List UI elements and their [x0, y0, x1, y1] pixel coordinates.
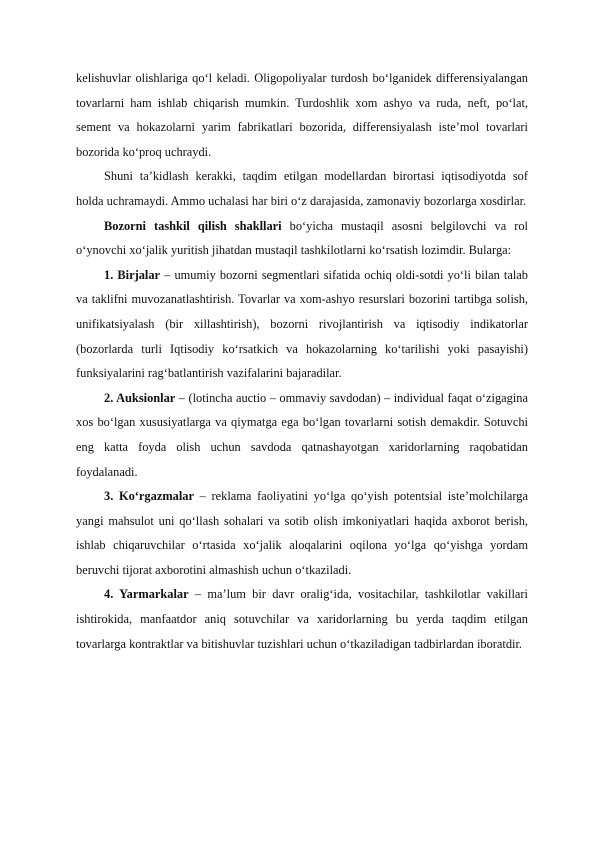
paragraph-1: kelishuvlar olishlariga qo‘l keladi. Oligopoliyalar turdosh bo‘lganidek differensiyalangan tovarlarni ham ishlab chiqarish mumkin. Turdoshlik xom ashyo va ruda, neft, po‘lat, sement va hokazolarni yarim fabrikatlari bozorida, differensiyalash iste’mol tovarlari bozorida ko‘proq uchraydi. [76, 71, 528, 159]
term-korgazmalar: 3. Ko‘rgazmalar [104, 489, 194, 504]
paragraph-3-text: bo‘yicha mustaqil asosni belgilovchi va rol o‘ynovchi xo‘jalik yuritish jihatdan mustaqil tashkilotlarni ko‘rsatish lozimdir. Bularga: [76, 218, 528, 258]
term-birjalar: 1. Birjalar [104, 267, 161, 282]
term-bozorni-tashkil: Bozorni tashkil qilish shakllari [104, 218, 282, 233]
paragraph-3 [76, 214, 528, 263]
paragraph-birjalar-text: – umumiy bozorni segmentlari sifatida ochiq oldi-sotdi yo‘li bilan talab va taklifni muvozanatlashtirish. Tovarlar va xom-ashyo resurslari bozorini tartibga solish, unifikatsiyalash (bir xillashtirish), bozorni rivojlantirish va iqtisodiy indikatorlar (bozorlarda turli Iqtisodiy ko‘rsatkich va hokazolarning ko‘tarilishi yoki pasayishi) funksiyalarini rag‘batlantirish vazifalarini bajaradilar. [76, 267, 528, 381]
paragraph-korgazmalar [76, 484, 528, 582]
paragraph-korgazmalar-text: – reklama faoliyatini yo‘lga qo‘yish potentsial iste’molchilarga yangi mahsulot uni qo‘llash sohalari va sotib olish imkoniyatlari haqida axborot berish, ishlab chiqaruvchilar o‘rtasida xo‘jalik aloqalarini oqilona yo‘lga qo‘yishga yordam beruvchi tijorat axborotini almashish uchun o‘tkaziladi. [76, 489, 528, 577]
paragraph-yarmarkalar-text: – ma’lum bir davr oralig‘ida, vositachilar, tashkilotlar vakillari ishtirokida, manfaatdor aniq sotuvchilar va xaridorlarning bu yerda taqdim etilgan tovarlarga kontraktlar va bitishuvlar tuzishlari uchun o‘tkaziladigan tadbirlardan iboratdir. [76, 587, 528, 651]
term-yarmarkalar: 4. Yarmarkalar [104, 587, 189, 602]
body-text [76, 66, 528, 656]
paragraph-yarmarkalar [76, 582, 528, 656]
paragraph-auksionlar [76, 386, 528, 484]
paragraph-auksionlar-text: – (lotincha auctio – ommaviy savdodan) – individual faqat o‘zigagina xos bo‘lgan xususiyatlarga va qiymatga ega bo‘lgan tovarlarni sotish demakdir. Sotuvchi eng katta foyda olish uchun savdoda qatnashayotgan xaridorlarning raqobatidan foydalanadi. [76, 390, 528, 479]
paragraph-birjalar [76, 263, 528, 386]
paragraph-2: Shuni ta’kidlash kerakki, taqdim etilgan modellardan birortasi iqtisodiyotda sof holda uchramaydi. Ammo uchalasi har biri o‘z darajasida, zamonaviy bozorlarga xosdirlar. [76, 169, 528, 208]
term-auksionlar: 2. Auksionlar [104, 390, 176, 405]
